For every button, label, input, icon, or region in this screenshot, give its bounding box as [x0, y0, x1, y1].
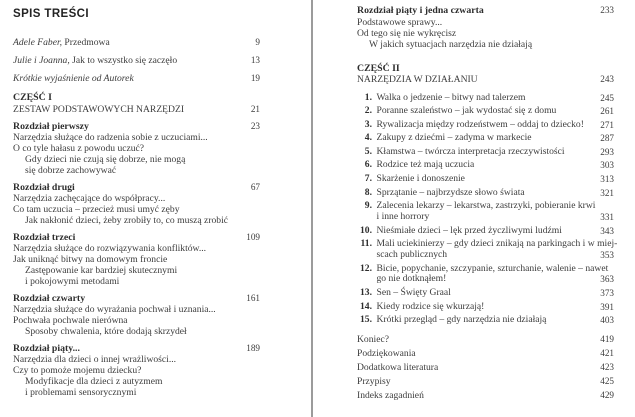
chapter-subtitle: O co tyle hałasu z powodu uczuć?: [13, 143, 145, 154]
entry-title: Zakupy z dziećmi – zadyma w markecie: [376, 132, 532, 144]
page-number: 293: [600, 146, 614, 157]
page-number: 19: [250, 73, 260, 83]
toc-entry: [357, 106, 614, 117]
chapter-subtitle: Pochwała pochwale nierówna: [13, 315, 128, 326]
entry-title: Julie i Joanna, Jak to wszystko się zaczęło: [13, 55, 178, 66]
entry-title: Adele Faber, Przedmowa: [13, 37, 110, 48]
chapter-subtitle: Jak uniknąć bitwy na domowym froncie: [13, 254, 168, 265]
page-number: 423: [600, 361, 614, 372]
toc-chapter: [13, 182, 260, 227]
toc-entry: [357, 288, 614, 299]
toc-entry: [357, 174, 614, 185]
toc-entry: [13, 104, 260, 116]
chapter-title: Rozdział czwarty: [13, 292, 86, 304]
chapter-subtitle: Modyfikacje dla dzieci z autyzmem: [25, 376, 163, 387]
entry-number: 2.: [364, 105, 372, 117]
page-number: 109: [246, 231, 260, 242]
entry-title: Mali uciekinierzy – gdy dzieci znikają na parkingach i w miej- scach publicznych: [376, 238, 618, 261]
chapter-subtitle: Narzędzia służące do rozwiązywania konfliktów...: [13, 243, 207, 254]
toc-entry: [357, 264, 614, 286]
entry-title: Przypisy: [357, 375, 391, 387]
entry-title: Poranne szaleństwo – jak wydostać się z domu: [376, 105, 557, 117]
page-number: 271: [600, 119, 614, 130]
page-spine-divider: [311, 0, 313, 417]
page-number: 9: [255, 37, 260, 47]
chapter-subtitle: Podstawowe sprawy...: [357, 16, 443, 28]
chapter-heading-row: [357, 5, 614, 17]
toc-chapter: [13, 343, 260, 399]
entry-title: Nieśmiałe dzieci – lęk przed życzliwymi ludźmi: [376, 224, 562, 236]
page-number: 403: [600, 315, 614, 326]
page-number: 391: [600, 301, 614, 312]
chapter-subtitle: i pokojowymi metodami: [25, 276, 120, 287]
entry-title: Kiedy rodzice się wkurzają!: [376, 300, 485, 312]
entry-title: Rywalizacja między rodzeństwem – oddaj to dziecko!: [376, 118, 584, 130]
toc-entry: [357, 334, 614, 346]
page-number: 303: [600, 160, 614, 171]
chapter-subtitle: i problemami sensorycznymi: [25, 387, 137, 398]
chapter-subtitle: Narzędzia dla dzieci o innej wrażliwości...: [13, 354, 177, 365]
part-section: [357, 63, 614, 86]
chapter-subtitle: Czy to pomoże mojemu dziecku?: [13, 365, 142, 376]
entry-number: 3.: [364, 118, 372, 130]
toc-entry: [357, 74, 614, 86]
page-number: 343: [600, 225, 614, 236]
entry-title: Walka o jedzenie – bitwy nad talerzem: [376, 91, 526, 103]
toc-entry: [13, 37, 260, 48]
toc-entry: [357, 93, 614, 104]
page-number: 13: [250, 55, 260, 65]
chapter-heading-row: [13, 293, 260, 305]
page-number: 287: [600, 133, 614, 144]
entry-title: Podziękowania: [357, 347, 416, 359]
entry-title: Indeks zagadnień: [357, 389, 424, 401]
chapter-subtitle: Co tam uczucia – przecież musi umyć zęby: [13, 204, 180, 215]
chapter-heading-row: [13, 232, 260, 244]
chapter-subtitle: Sposoby chwalenia, które dodają skrzydeł: [25, 326, 187, 337]
chapter-subtitle: Narzędzia zachęcające do współpracy...: [13, 193, 166, 204]
toc-entry: [357, 120, 614, 131]
page-number: 419: [600, 334, 614, 344]
page-number: 233: [600, 5, 614, 15]
page-number: 67: [250, 181, 260, 192]
chapter-heading-row: [13, 121, 260, 133]
toc-entry: [357, 147, 614, 158]
page-number: 23: [250, 120, 260, 131]
page-number: 261: [600, 106, 614, 117]
right-page: [357, 5, 618, 403]
chapter-subtitle: Zastępowanie kar bardziej skutecznymi: [25, 265, 178, 276]
entry-title: Dodatkowa literatura: [357, 361, 439, 373]
entry-number: 6.: [364, 159, 372, 171]
entry-title: Skarżenie i donoszenie: [376, 173, 465, 185]
entry-title: Bicie, popychanie, szczypanie, szturchanie, walenie – nawet go nie dotknąłem!: [376, 262, 609, 285]
entry-number: 1.: [364, 91, 372, 103]
page-number: 429: [600, 389, 614, 400]
entry-title: Sprzątanie – najbrzydsze słowo świata: [376, 186, 525, 198]
entry-number: 12.: [360, 262, 372, 274]
chapter-title: Rozdział piąty i jedna czwarta: [357, 5, 484, 16]
part-title: NARZĘDZIA W DZIAŁANIU: [357, 74, 478, 85]
page-number: 373: [600, 288, 614, 299]
toc-title: SPIS TREŚCI: [13, 8, 89, 20]
toc-entry: [357, 201, 614, 223]
toc-entry: [357, 133, 614, 144]
chapter-heading-row: [13, 182, 260, 194]
toc-chapter: [13, 293, 260, 338]
chapter-subtitle: Gdy dzieci nie czują się dobrze, nie mogą: [25, 154, 186, 165]
entry-title: Koniec?: [357, 334, 389, 345]
toc-entry: [357, 226, 614, 237]
entry-number: 9.: [364, 200, 372, 212]
toc-chapter: [357, 5, 614, 50]
toc-entry: [357, 238, 618, 261]
chapter-title: Rozdział trzeci: [13, 231, 76, 243]
entry-title: Krótkie wyjaśnienie od Autorek: [13, 73, 134, 84]
toc-entry: [357, 390, 614, 402]
page-number: 189: [246, 342, 260, 353]
page-number: 353: [600, 250, 614, 261]
part-label: CZĘŚĆ I: [13, 92, 52, 103]
chapter-subtitle: Narzędzia służące do wyrażania pochwał i uznania...: [13, 304, 216, 315]
toc-entry: [357, 348, 614, 360]
chapter-title: Rozdział drugi: [13, 181, 75, 193]
toc-entry: [357, 302, 614, 313]
entry-title: Zalecenia lekarzy – lekarstwa, zastrzyki, pobieranie krwi i inne horrory: [376, 200, 596, 223]
entry-number: 5.: [364, 145, 372, 157]
page-number: 321: [600, 187, 614, 198]
chapter-subtitle: W jakich sytuacjach narzędzia nie działają: [369, 38, 533, 50]
part-title: ZESTAW PODSTAWOWYCH NARZĘDZI: [13, 103, 185, 115]
entry-number: 15.: [360, 314, 372, 326]
entry-number: 11.: [360, 238, 372, 250]
entry-title: Krótki przegląd – gdy narzędzia nie działają: [376, 314, 547, 326]
page-number: 245: [600, 92, 614, 103]
toc-entry: [357, 160, 614, 171]
part-label: CZĘŚĆ II: [357, 62, 400, 74]
chapter-title: Rozdział pierwszy: [13, 120, 89, 132]
entry-number: 13.: [360, 287, 372, 299]
page-number: 21: [250, 103, 260, 114]
toc-chapter: [13, 121, 260, 177]
page-number: 313: [600, 174, 614, 185]
entry-number: 8.: [364, 186, 372, 198]
chapter-subtitle: Jak nakłonić dzieci, żeby zrobiły to, co muszą zrobić: [25, 215, 228, 226]
toc-entry: [357, 362, 614, 374]
chapter-heading-row: [13, 343, 260, 355]
toc-entry: [13, 73, 260, 84]
entry-number: 14.: [360, 300, 372, 312]
page-number: 161: [246, 292, 260, 303]
page-number: 243: [600, 74, 614, 84]
entry-number: 4.: [364, 132, 372, 144]
page-number: 363: [600, 274, 614, 285]
toc-entry: [357, 315, 614, 326]
chapter-subtitle: Od tego się nie wykręcisz: [357, 27, 457, 39]
page-number: 421: [600, 347, 614, 358]
part-section: [13, 92, 260, 115]
numbered-entries: [357, 91, 618, 327]
entry-number: 10.: [360, 224, 372, 236]
chapter-title: Rozdział piąty...: [13, 342, 80, 354]
page-number: 425: [600, 375, 614, 386]
entry-title: Sen – Święty Graal: [376, 287, 451, 299]
toc-entry: [357, 188, 614, 199]
chapter-subtitle: Narzędzia służące do radzenia sobie z uczuciami...: [13, 132, 208, 143]
entry-title: Kłamstwa – twórcza interpretacja rzeczywistości: [376, 145, 565, 157]
page-number: 331: [600, 212, 614, 223]
toc-chapter: [13, 232, 260, 288]
left-page: [13, 8, 260, 398]
entry-title: Rodzice też mają uczucia: [376, 159, 475, 171]
back-matter-entries: [357, 334, 614, 401]
toc-entry: [357, 376, 614, 388]
toc-entry: [13, 55, 260, 66]
chapter-subtitle: się dobrze zachowywać: [25, 165, 117, 176]
entry-number: 7.: [364, 173, 372, 185]
